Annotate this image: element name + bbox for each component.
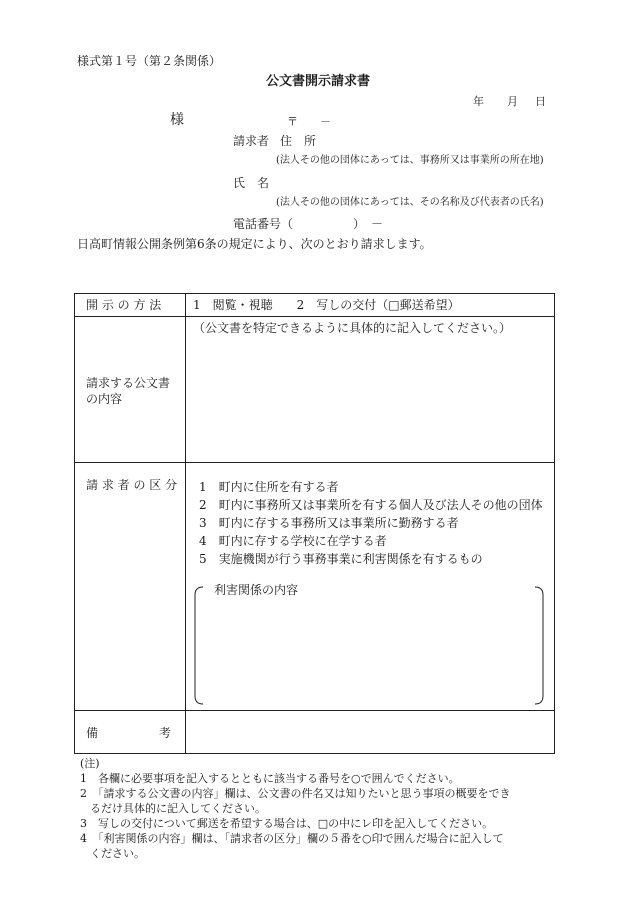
interest-input-area[interactable] (198, 602, 540, 702)
category-item-3[interactable]: 3 町内に存する事務所又は事業所に勤務する者 (199, 516, 459, 530)
postal-mark: 〒 － (287, 115, 331, 128)
note-4-cont: ください。 (90, 847, 145, 860)
phone-label: 電話番号（ ） － (233, 217, 384, 231)
note-4: 4 「利害関係の内容」欄は、「請求者の区分」欄の５番を○印で囲んだ場合に記入して (80, 832, 504, 845)
notes-heading: (注) (80, 757, 100, 770)
category-item-1[interactable]: 1 町内に住所を有する者 (199, 480, 339, 494)
addressee-suffix: 様 (170, 112, 184, 128)
category-item-2[interactable]: 2 町内に事務所又は事業所を有する個人及び法人その他の団体 (199, 498, 543, 512)
category-item-4[interactable]: 4 町内に存する学校に在学する者 (199, 534, 387, 548)
name-label: 氏 名 (233, 176, 270, 190)
method-options[interactable]: 1 閲覧・視聴 2 写しの交付（□郵送希望） (193, 298, 460, 312)
interest-label: 利害関係の内容 (214, 583, 299, 597)
note-1: 1 各欄に必要事項を記入するとともに該当する番号を○で囲んでください。 (80, 772, 460, 785)
note-2-cont: るだけ具体的に記入してください。 (90, 802, 266, 815)
note-2: 2 「請求する公文書の内容」欄は、公文書の件名又は知りたいと思う事項の概要をでき (80, 787, 511, 800)
category-item-5[interactable]: 5 実施機関が行う事務事業に利害関係を有するもの (199, 552, 483, 566)
content-label-line1: 請求する公文書 (86, 376, 171, 390)
remarks-label-char2: 考 (159, 726, 172, 740)
date-day: 日 (535, 95, 546, 108)
date-year: 年 (473, 95, 484, 108)
address-label: 住 所 (280, 134, 317, 148)
document-title: 公文書開示請求書 (266, 74, 371, 89)
name-note: (法人その他の団体にあっては、その名称及び代表者の氏名) (276, 197, 544, 208)
method-label: 開 示 の 方 法 (86, 298, 162, 312)
content-input-area[interactable] (186, 338, 554, 460)
intro-text: 日高町情報公開条例第6条の規定により、次のとおり請求します。 (77, 237, 432, 251)
remarks-input-area[interactable] (186, 712, 554, 753)
form-number: 様式第１号（第２条関係） (77, 54, 222, 68)
address-note: (法人その他の団体にあっては、事務所又は事業所の所在地) (276, 155, 544, 166)
date-month: 月 (507, 95, 518, 108)
content-hint: （公文書を特定できるように具体的に記入してください。） (193, 321, 512, 335)
category-label: 請 求 者 の 区 分 (86, 478, 178, 492)
remarks-label-char1: 備 (86, 726, 99, 740)
content-label-line2: の内容 (86, 392, 123, 406)
note-3: 3 写しの交付について郵送を希望する場合は、□の中にレ印を記入してください。 (80, 817, 494, 830)
requester-label: 請求者 (233, 134, 270, 148)
